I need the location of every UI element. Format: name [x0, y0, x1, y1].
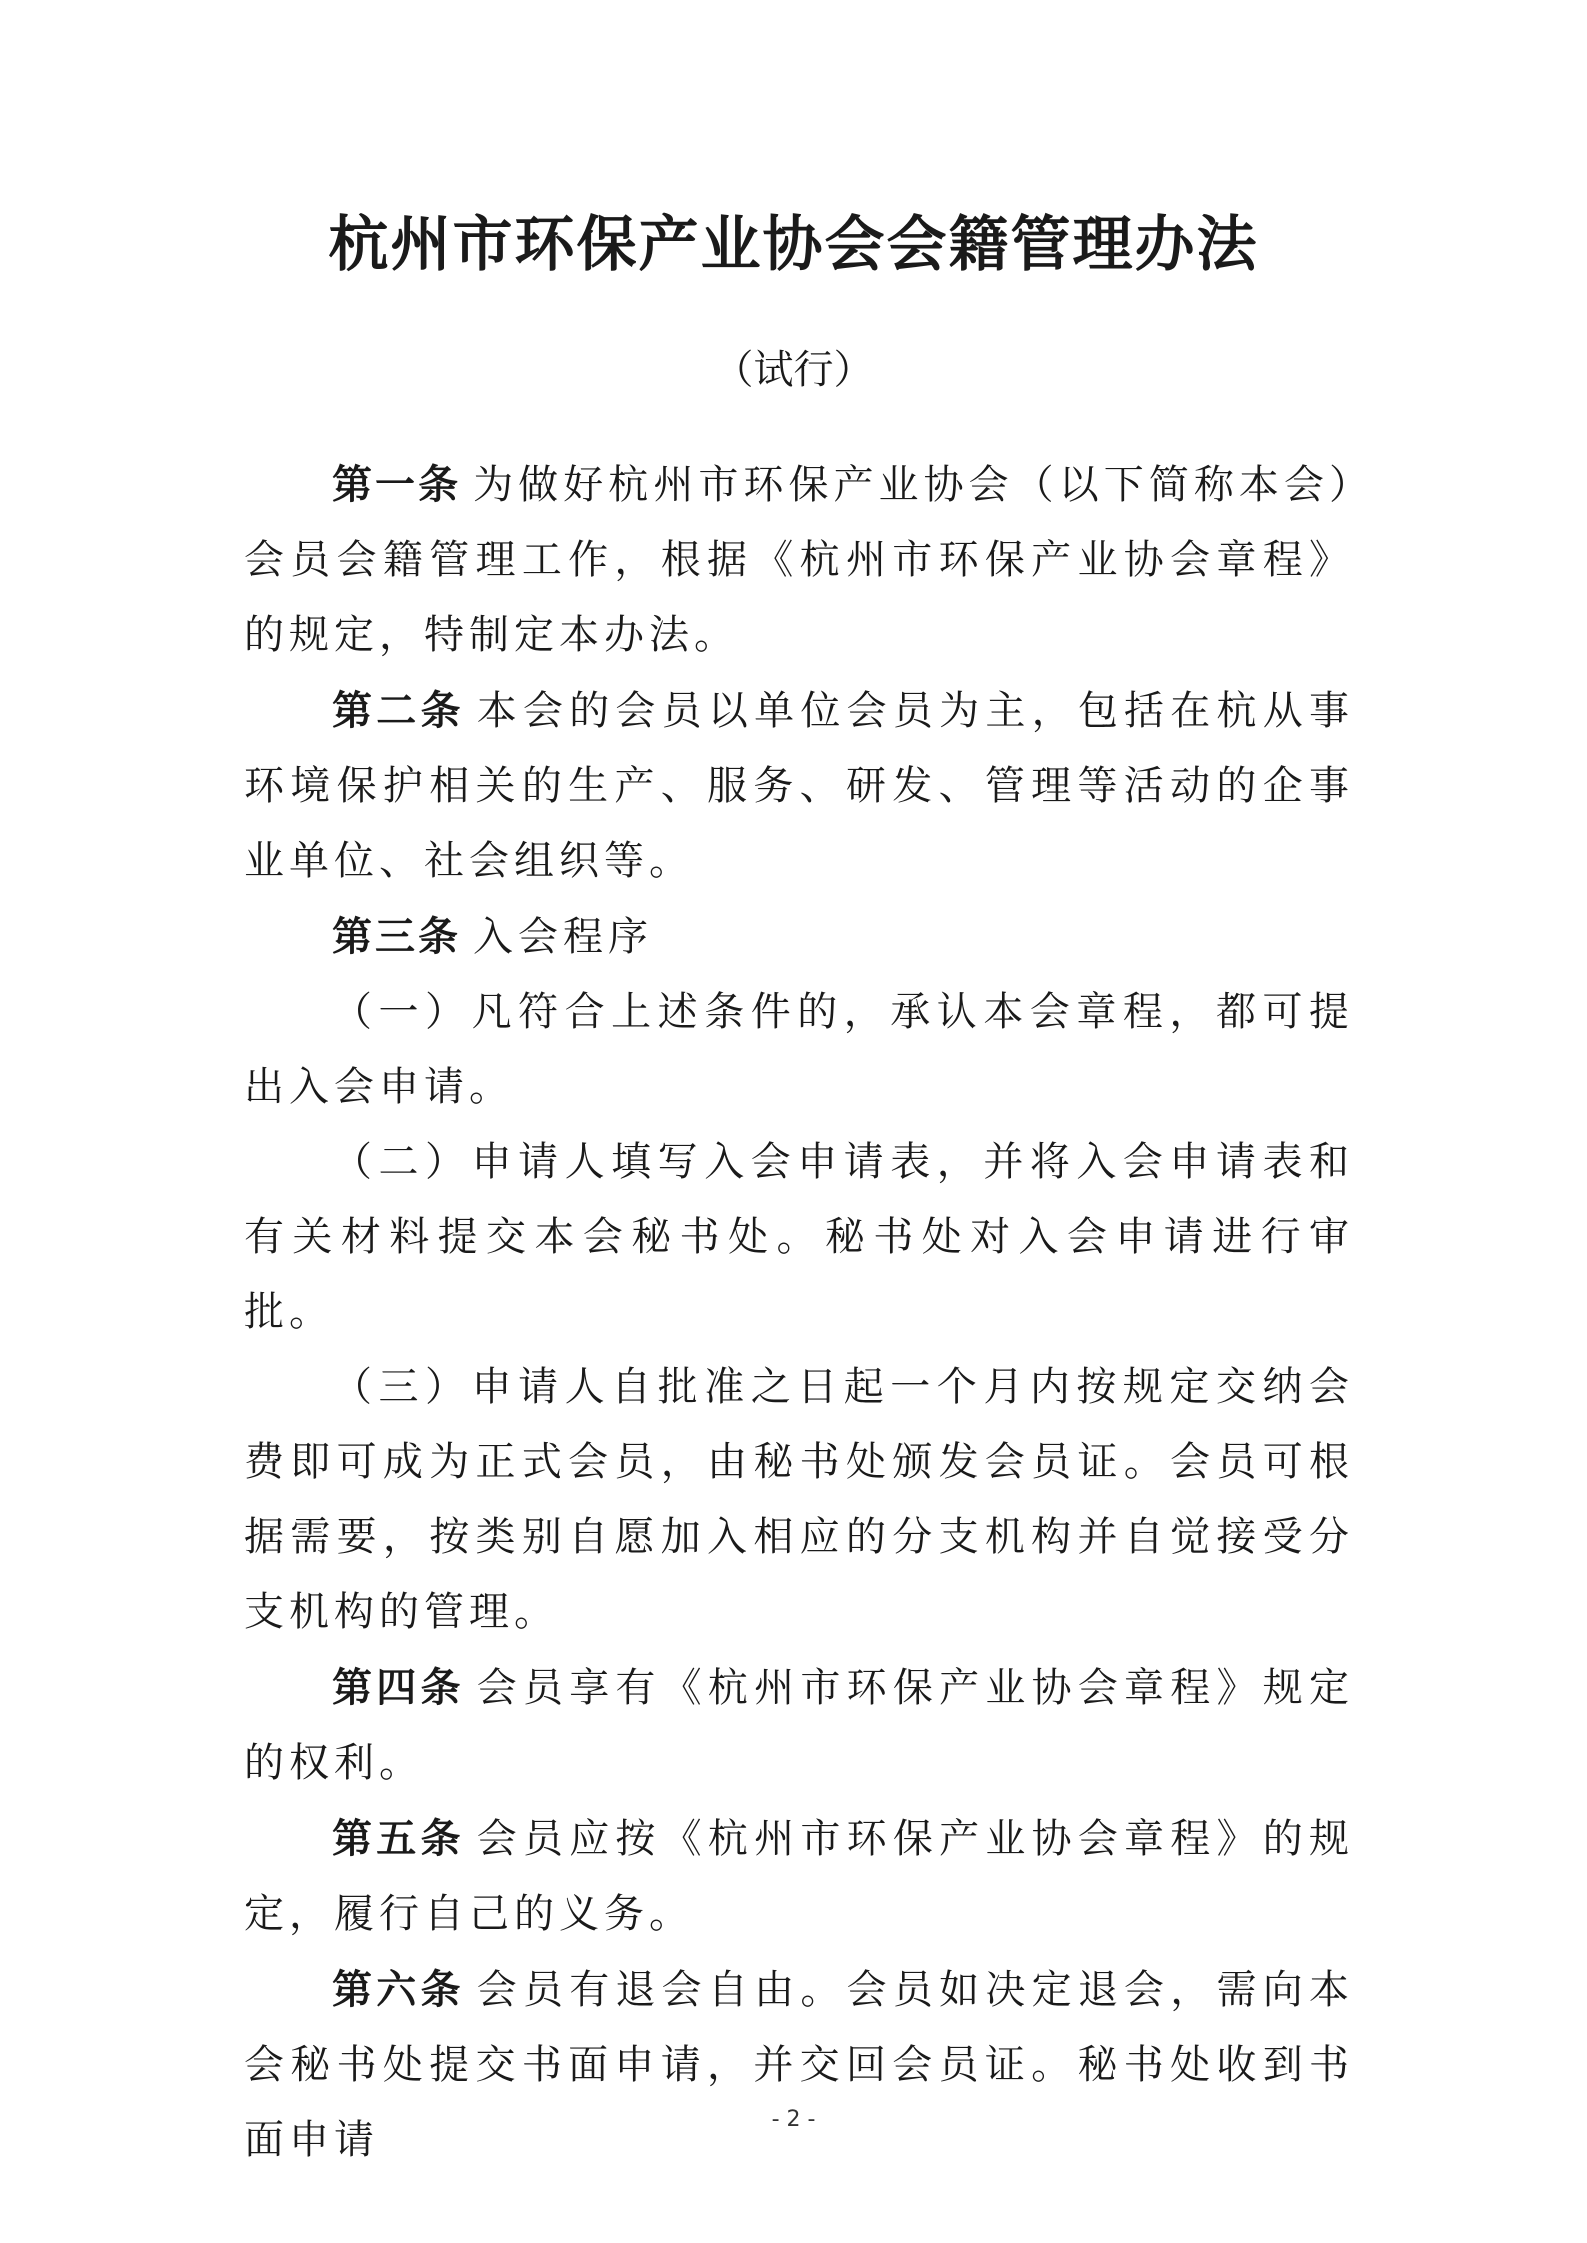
- article-text: 本会的会员以单位会员为主，包括在杭从事环境保护相关的生产、服务、研发、管理等活动的企事业单位、社会组织等。: [244, 688, 1355, 884]
- article-label: 第四条: [332, 1664, 465, 1711]
- article-text: 入会程序: [473, 914, 653, 960]
- article-4: [244, 1650, 1354, 1801]
- article-text: （一）凡符合上述条件的，承认本会章程，都可提出入会申请。: [244, 989, 1354, 1110]
- article-label: 第一条: [332, 461, 462, 508]
- article-label: 第二条: [332, 687, 465, 734]
- article-text: 会员享有《杭州市环保产业协会章程》规定的权利。: [244, 1665, 1355, 1786]
- article-6: [244, 1952, 1354, 2178]
- article-3: [244, 899, 1354, 975]
- article-text: 为做好杭州市环保产业协会（以下简称本会）会员会籍管理工作，根据《杭州市环保产业协会章程》的规定，特制定本办法。: [244, 462, 1355, 658]
- document-subtitle: （试行）: [713, 347, 874, 393]
- article-1: [244, 447, 1354, 673]
- article-text: （二）申请人填写入会申请表，并将入会申请表和有关材料提交本会秘书处。秘书处对入会申请进行审批。: [244, 1139, 1354, 1335]
- article-2: [244, 673, 1354, 899]
- article-3-item-3: [244, 1350, 1354, 1650]
- article-label: 第五条: [332, 1815, 465, 1862]
- article-text: 会员应按《杭州市环保产业协会章程》的规定，履行自己的义务。: [244, 1816, 1355, 1937]
- document-body: [244, 447, 1354, 2178]
- article-label: 第六条: [332, 1966, 465, 2013]
- article-3-item-2: [244, 1125, 1354, 1350]
- article-label: 第三条: [332, 913, 461, 960]
- article-5: [244, 1801, 1354, 1952]
- document-title: 杭州市环保产业协会会籍管理办法: [328, 210, 1259, 280]
- article-text: （三）申请人自批准之日起一个月内按规定交纳会费即可成为正式会员，由秘书处颁发会员证。会员可根据需要，按类别自愿加入相应的分支机构并自觉接受分支机构的管理。: [244, 1364, 1354, 1635]
- article-3-item-1: [244, 975, 1354, 1125]
- article-text: 会员有退会自由。会员如决定退会，需向本会秘书处提交书面申请，并交回会员证。秘书处收到书面申请: [244, 1967, 1355, 2163]
- page-number: - 2 -: [771, 2107, 816, 2132]
